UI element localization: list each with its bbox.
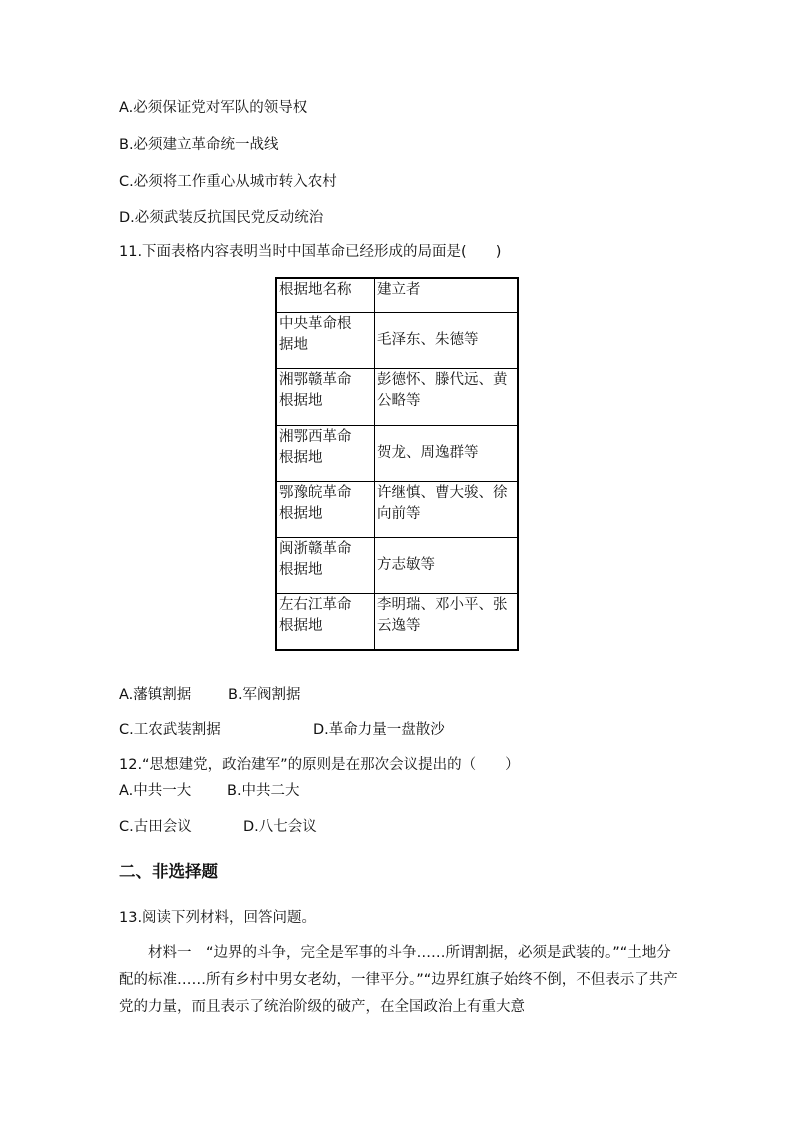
q13-stem: 13.阅读下列材料，回答问题。 bbox=[119, 910, 317, 926]
q10-option-a: A.必须保证党对军队的领导权 bbox=[119, 100, 308, 116]
q11-option-d: D.革命力量一盘散沙 bbox=[313, 722, 445, 738]
base-name-line: 根据地 bbox=[279, 392, 323, 409]
base-name-line: 闽浙赣革命 bbox=[279, 540, 352, 557]
base-name-line: 中央革命根 bbox=[279, 315, 352, 332]
q12-option-b: B.中共二大 bbox=[227, 783, 300, 799]
q10-option-d: D.必须武装反抗国民党反动统治 bbox=[119, 210, 324, 226]
q11-stem: 11.下面表格内容表明当时中国革命已经形成的局面是( ) bbox=[119, 244, 502, 260]
table-row bbox=[276, 312, 518, 368]
q12-option-c: C.古田会议 bbox=[119, 819, 192, 835]
header-founder: 建立者 bbox=[375, 278, 519, 312]
founder-line: 李明瑞、邓小平、张 bbox=[377, 596, 508, 613]
base-name-line: 根据地 bbox=[279, 561, 323, 578]
q12-stem: 12.“思想建党，政治建军”的原则是在那次会议提出的（ ） bbox=[119, 757, 520, 773]
header-base-name: 根据地名称 bbox=[276, 278, 375, 312]
q11-option-b: B.军阀割据 bbox=[228, 687, 301, 703]
q10-option-c: C.必须将工作重心从城市转入农村 bbox=[119, 174, 337, 190]
table-row bbox=[276, 368, 518, 425]
base-name-line: 根据地 bbox=[279, 505, 323, 522]
base-name-line: 根据地 bbox=[279, 617, 323, 634]
founder-line: 彭德怀、滕代远、黄 bbox=[377, 371, 508, 388]
q12-option-a: A.中共一大 bbox=[119, 783, 192, 799]
table-row bbox=[276, 481, 518, 537]
base-name-line: 根据地 bbox=[279, 449, 323, 466]
table-header-row bbox=[276, 278, 518, 312]
q13-material-1: 材料一 “边界的斗争，完全是军事的斗争……所谓割据，必须是武装的。”“土地分配的标准……所有乡村中男女老幼，一律平分。”“边界红旗子始终不倒，不但表示了共产党的力量，而且表示了统治阶级的破产，在全国政治上有重大意 bbox=[119, 945, 678, 1015]
founder-line: 毛泽东、朱德等 bbox=[377, 332, 479, 348]
founder-line: 方志敏等 bbox=[377, 557, 435, 573]
table-row bbox=[276, 425, 518, 481]
founder-line: 向前等 bbox=[377, 505, 421, 522]
table-row bbox=[276, 537, 518, 593]
base-name-line: 鄂豫皖革命 bbox=[279, 484, 352, 501]
founder-line: 云逸等 bbox=[377, 617, 421, 634]
q11-option-c: C.工农武装割据 bbox=[119, 722, 221, 738]
section-heading: 二、非选择题 bbox=[119, 862, 218, 881]
base-name-line: 湘鄂赣革命 bbox=[279, 371, 352, 388]
base-name-line: 湘鄂西革命 bbox=[279, 428, 352, 445]
q12-option-d: D.八七会议 bbox=[243, 819, 317, 835]
q11-option-a: A.藩镇割据 bbox=[119, 687, 192, 703]
base-name-line: 据地 bbox=[279, 336, 308, 353]
base-area-table bbox=[275, 277, 519, 651]
q10-option-b: B.必须建立革命统一战线 bbox=[119, 137, 279, 153]
founder-line: 贺龙、周逸群等 bbox=[377, 445, 479, 461]
founder-line: 许继慎、曹大骏、徐 bbox=[377, 484, 508, 501]
founder-line: 公略等 bbox=[377, 392, 421, 409]
table-row bbox=[276, 593, 518, 650]
base-name-line: 左右江革命 bbox=[279, 596, 352, 613]
